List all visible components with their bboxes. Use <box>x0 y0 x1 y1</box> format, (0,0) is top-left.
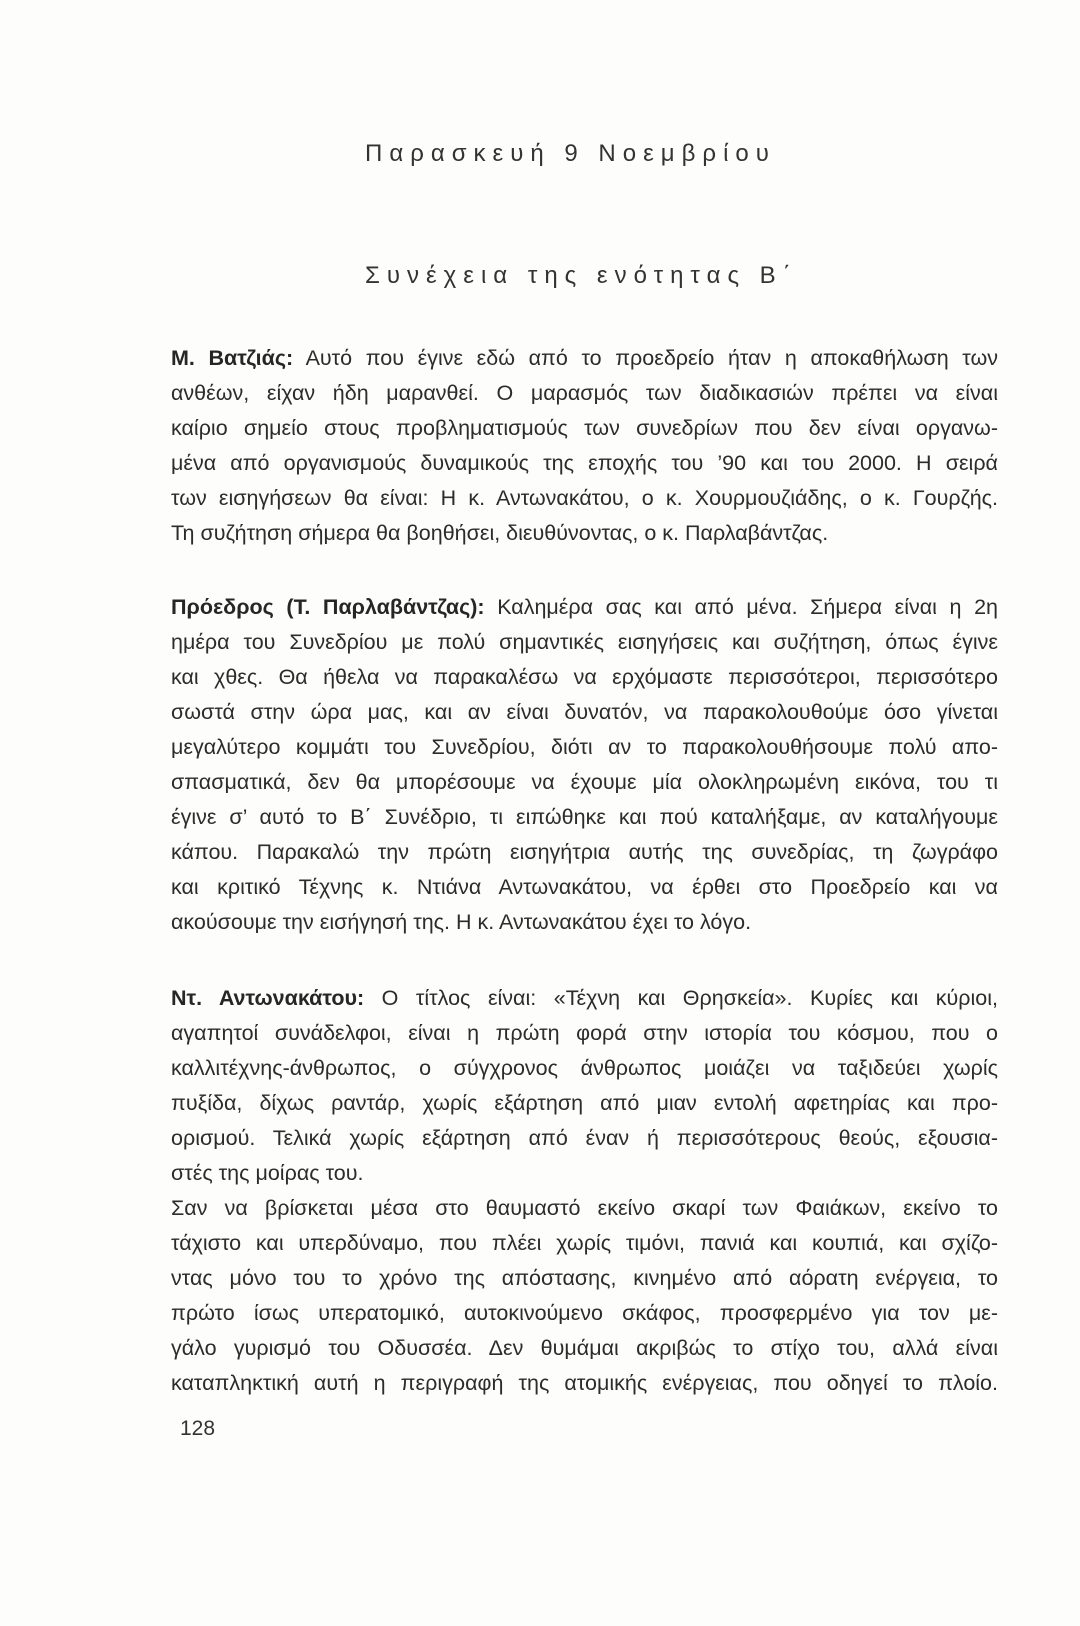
speaker-name: Μ. Βατζιάς: <box>171 346 294 370</box>
text-line: Μ. Βατζιάς: Αυτό που έγινε εδώ από το προεδρείο ήταν η αποκαθήλωση των <box>171 346 998 370</box>
speaker-name: Πρόεδρος (Τ. Παρλαβάντζας): <box>171 595 485 619</box>
text-line: Τη συζήτηση σήμερα θα βοηθήσει, διευθύνοντας, ο κ. Παρλαβάντζας. <box>171 521 829 545</box>
text-line: και χθες. Θα ήθελα να παρακαλέσω να ερχόμαστε περισσότεροι, περισσότερο <box>171 665 998 689</box>
text-line: Πρόεδρος (Τ. Παρλαβάντζας): Καλημέρα σας και από μένα. Σήμερα είναι η 2η <box>171 595 999 619</box>
text-line: αγαπητοί συνάδελφοι, είναι η πρώτη φορά στην ιστορία του κόσμου, που ο <box>171 1021 998 1045</box>
text-line: μένα από οργανισμούς δυναμικούς της εποχής του ’90 και του 2000. Η σειρά <box>171 451 998 475</box>
text-line: ημέρα του Συνεδρίου με πολύ σημαντικές εισηγήσεις και συζήτηση, όπως έγινε <box>171 630 998 654</box>
text-line: καλλιτέχνης-άνθρωπος, ο σύγχρονος άνθρωπος μοιάζει να ταξιδεύει χωρίς <box>171 1056 998 1080</box>
session-date-heading: Παρασκευή 9 Νοεμβρίου <box>365 140 776 167</box>
text-line: σπασματικά, δεν θα μπορέσουμε να έχουμε μία ολοκληρωμένη εικόνα, του τι <box>171 770 998 794</box>
text-line: τάχιστο και υπερδύναμο, που πλέει χωρίς τιμόνι, πανιά και κουπιά, και σχίζο- <box>171 1231 998 1255</box>
text-line: και κριτικό Τέχνης κ. Ντιάνα Αντωνακάτου, να έρθει στο Προεδρείο και να <box>171 875 998 899</box>
text-line: Ντ. Αντωνακάτου: Ο τίτλος είναι: «Τέχνη και Θρησκεία». Κυρίες και κύριοι, <box>171 986 998 1010</box>
text-line: καίριο σημείο στους προβληματισμούς των συνεδρίων που δεν είναι οργανω- <box>171 416 998 440</box>
section-heading: Συνέχεια της ενότητας Β΄ <box>365 262 798 289</box>
text-line: ντας μόνο του το χρόνο της απόστασης, κινημένο από αόρατη ενέργεια, το <box>171 1266 998 1290</box>
text-line: στές της μοίρας του. <box>171 1161 364 1185</box>
speaker-name: Ντ. Αντωνακάτου: <box>171 986 365 1010</box>
text-line: μεγαλύτερο κομμάτι του Συνεδρίου, διότι αν το παρακολουθήσουμε πολύ απο- <box>171 735 998 759</box>
text-line: ανθέων, είχαν ήδη μαρανθεί. Ο μαρασμός των διαδικασιών πρέπει να είναι <box>171 381 998 405</box>
text-line: των εισηγήσεων θα είναι: Η κ. Αντωνακάτου, ο κ. Χουρμουζιάδης, ο κ. Γουρζής. <box>171 486 998 510</box>
text-line: πυξίδα, δίχως ραντάρ, χωρίς εξάρτηση από μιαν εντολή αφετηρίας και προ- <box>171 1091 998 1115</box>
text-line: γάλο γυρισμό του Οδυσσέα. Δεν θυμάμαι ακριβώς το στίχο του, αλλά είναι <box>171 1336 998 1360</box>
page-number: 128 <box>180 1417 216 1440</box>
text-line: σωστά στην ώρα μας, και αν είναι δυνατόν, να παρακολουθούμε όσο γίνεται <box>171 700 998 724</box>
text-line: ορισμού. Τελικά χωρίς εξάρτηση από έναν ή περισσότερους θεούς, εξουσια- <box>171 1126 998 1150</box>
text-line: ακούσουμε την εισήγησή της. Η κ. Αντωνακάτου έχει το λόγο. <box>171 910 752 934</box>
text-line: έγινε σ’ αυτό το Β΄ Συνέδριο, τι ειπώθηκε και πού καταλήξαμε, αν καταλήγουμε <box>171 805 998 829</box>
text-line: κάπου. Παρακαλώ την πρώτη εισηγήτρια αυτής της συνεδρίας, τη ζωγράφο <box>171 840 998 864</box>
text-line: Σαν να βρίσκεται μέσα στο θαυμαστό εκείνο σκαρί των Φαιάκων, εκείνο το <box>171 1196 998 1220</box>
text-line: καταπληκτική αυτή η περιγραφή της ατομικής ενέργειας, που οδηγεί το πλοίο. <box>171 1371 998 1395</box>
text-line: πρώτο ίσως υπερατομικό, αυτοκινούμενο σκάφος, προσφερμένο για τον με- <box>171 1301 998 1325</box>
